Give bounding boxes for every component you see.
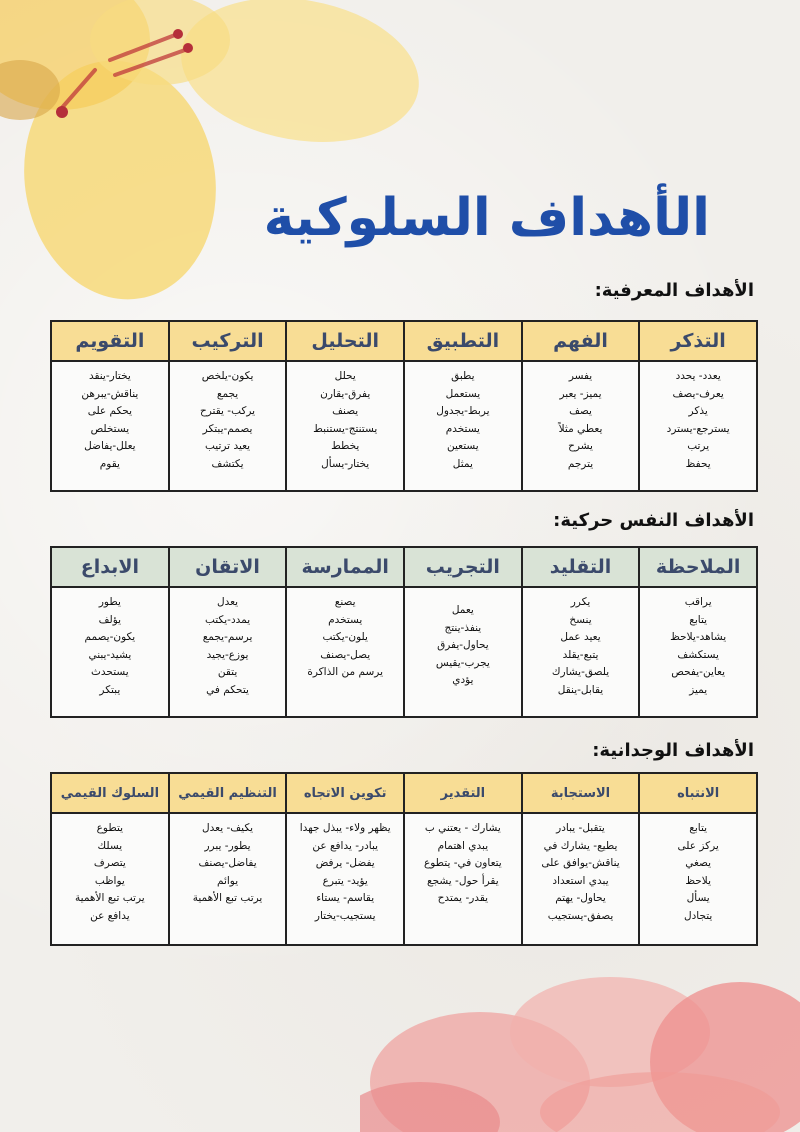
list-item: يتطوع bbox=[96, 822, 124, 834]
list-item: يرسم-يجمع bbox=[202, 631, 253, 643]
table-header: الابداع bbox=[51, 547, 169, 587]
table-header: التحليل bbox=[286, 321, 404, 361]
list-item: يعاين-يفحص bbox=[671, 666, 726, 678]
list-item: يكون-يصمم bbox=[84, 631, 136, 643]
list-item: يتقن bbox=[217, 666, 238, 678]
cognitive-goals-heading: الأهداف المعرفية: bbox=[594, 280, 754, 301]
psychomotor-goals-table bbox=[50, 546, 758, 718]
list-item: يستخدم bbox=[445, 422, 480, 435]
table-header: التجريب bbox=[404, 547, 522, 587]
list-item: يواظب bbox=[94, 874, 125, 887]
list-item: يصف bbox=[569, 405, 592, 417]
list-item: يعطي مثلاً bbox=[558, 422, 603, 435]
list-item: يستخدم bbox=[328, 613, 363, 626]
list-item: يرتب bbox=[687, 440, 710, 452]
list-item: يطبق bbox=[451, 370, 475, 382]
list-item: يصمم-يبتكر bbox=[202, 422, 253, 435]
table-cell bbox=[639, 361, 757, 491]
list-item: يصنع bbox=[334, 596, 356, 608]
list-item: يتجادل bbox=[683, 909, 713, 922]
table-header: الفهم bbox=[522, 321, 640, 361]
list-item: يمثل bbox=[452, 457, 473, 470]
table-header: الانتباه bbox=[639, 773, 757, 813]
list-item: يطور bbox=[98, 596, 121, 608]
table-cell bbox=[404, 587, 522, 717]
affective-goals-heading: الأهداف الوجدانية: bbox=[592, 740, 754, 761]
list-item: يصنف bbox=[332, 405, 359, 417]
list-item: يطور- يبرر bbox=[204, 839, 251, 852]
list-item: يذكر bbox=[688, 405, 708, 417]
list-item: يتعاون في- يتطوع bbox=[423, 857, 502, 869]
list-item: يراقب bbox=[684, 596, 712, 608]
table-header: التركيب bbox=[169, 321, 287, 361]
list-item: يعمل bbox=[451, 604, 474, 616]
psychomotor-goals-heading: الأهداف النفس حركية: bbox=[553, 510, 754, 531]
list-item: يفسر bbox=[568, 370, 593, 382]
table-header: السلوك القيمي bbox=[51, 773, 169, 813]
list-item: يحلل bbox=[334, 370, 356, 382]
table-header: التنظيم القيمي bbox=[169, 773, 287, 813]
table-cell bbox=[51, 361, 169, 491]
list-item: يشرح bbox=[568, 440, 593, 452]
table-header: التطبيق bbox=[404, 321, 522, 361]
cognitive-goals-table bbox=[50, 320, 758, 492]
list-item: يقرأ حول- يشجع bbox=[427, 874, 499, 887]
list-item: يميز bbox=[689, 683, 708, 696]
list-item: يقابل-ينقل bbox=[557, 683, 604, 696]
table-header: الملاحظة bbox=[639, 547, 757, 587]
list-item: يتقبل- يبادر bbox=[556, 822, 605, 834]
table-cell bbox=[169, 587, 287, 717]
list-item: يتبع-يقلد bbox=[562, 648, 599, 661]
list-item: يجمع bbox=[216, 387, 239, 400]
table-header: الاستجابة bbox=[522, 773, 640, 813]
list-item: يستخلص bbox=[90, 422, 130, 435]
list-item: يفاضل-يصنف bbox=[198, 857, 257, 869]
list-item: يوائم bbox=[216, 874, 239, 887]
list-item: يناقش-يوافق على bbox=[541, 857, 620, 869]
table-cell bbox=[51, 587, 169, 717]
list-item: يصفق-يستجيب bbox=[547, 909, 614, 922]
list-item: يكيف- يعدل bbox=[202, 822, 254, 834]
list-item: يفرق-يقارن bbox=[320, 387, 371, 400]
list-item: يتابع bbox=[689, 822, 708, 834]
list-item: يكون-يلخص bbox=[201, 370, 254, 382]
list-item: يتصرف bbox=[93, 857, 126, 869]
list-item: يحكم على bbox=[87, 405, 133, 417]
list-item: يدافع عن bbox=[90, 909, 130, 922]
pink-flower-illustration bbox=[360, 972, 800, 1132]
list-item: يميز- يعبر bbox=[559, 387, 602, 400]
table-cell bbox=[169, 813, 287, 945]
table-header: الممارسة bbox=[286, 547, 404, 587]
table-header: التقليد bbox=[522, 547, 640, 587]
list-item: يوزع-يجيد bbox=[206, 648, 249, 661]
table-cell bbox=[639, 587, 757, 717]
table-cell bbox=[522, 361, 640, 491]
table-header: التذكر bbox=[639, 321, 757, 361]
list-item: يفضل- يرفض bbox=[315, 857, 375, 869]
list-item: يبادر- يدافع عن bbox=[312, 839, 379, 852]
table-header: تكوين الاتجاه bbox=[286, 773, 404, 813]
list-item: يستنتج-يستنبط bbox=[313, 422, 378, 435]
list-item: يبدي استعداد bbox=[552, 874, 609, 887]
list-item: يربط-يجدول bbox=[436, 405, 490, 417]
list-item: يمدد-يكتب bbox=[204, 613, 251, 626]
list-item: يسأل bbox=[686, 892, 710, 904]
table-cell bbox=[639, 813, 757, 945]
list-item: يعدل bbox=[216, 596, 239, 608]
list-item: يرسم من الذاكرة bbox=[307, 666, 384, 678]
table-cell bbox=[522, 813, 640, 945]
table-cell bbox=[169, 361, 287, 491]
list-item: يقاسم- يستاء bbox=[316, 892, 375, 904]
list-item: يعرف-يصف bbox=[672, 387, 724, 400]
list-item: يستعمل bbox=[445, 387, 481, 400]
list-item: يكرر bbox=[570, 596, 591, 608]
list-item: يؤدي bbox=[452, 674, 474, 686]
list-item: ينسخ bbox=[569, 613, 592, 626]
list-item: يحاول- يهتم bbox=[555, 892, 606, 904]
list-item: يركز على bbox=[677, 839, 719, 852]
list-item: يخطط bbox=[331, 440, 360, 452]
table-cell bbox=[404, 813, 522, 945]
list-item: يناقش-يبرهن bbox=[81, 387, 139, 400]
list-item: ينفذ-ينتج bbox=[444, 621, 482, 634]
list-item: يسلك bbox=[97, 839, 123, 852]
list-item: يكتشف bbox=[211, 457, 244, 470]
list-item: يلصق-يشارك bbox=[551, 666, 610, 678]
table-cell bbox=[286, 361, 404, 491]
list-item: يؤيد- يتبرع bbox=[322, 874, 368, 887]
list-item: يبتكر bbox=[99, 683, 121, 696]
list-item: يترجم bbox=[567, 457, 594, 470]
list-item: يلاحظ bbox=[685, 874, 711, 887]
list-item: يشيد-يبني bbox=[88, 648, 132, 661]
list-item: يجرب-يقيس bbox=[435, 656, 490, 669]
list-item: يلون-يكتب bbox=[322, 631, 368, 643]
list-item: يعيد عمل bbox=[560, 631, 601, 643]
table-header: الاتقان bbox=[169, 547, 287, 587]
table-cell bbox=[522, 587, 640, 717]
table-cell bbox=[404, 361, 522, 491]
list-item: يسترجع-يسترد bbox=[666, 422, 730, 435]
list-item: يؤلف bbox=[98, 613, 122, 626]
affective-goals-table bbox=[50, 772, 758, 946]
list-item: يرتب تبع الأهمية bbox=[192, 892, 263, 904]
list-item: يختار-يسأل bbox=[321, 457, 370, 470]
list-item: يحفظ bbox=[685, 457, 711, 470]
table-cell bbox=[51, 813, 169, 945]
list-item: يتابع bbox=[689, 613, 708, 626]
list-item: يطيع- يشارك في bbox=[543, 839, 618, 852]
list-item: يصغي bbox=[685, 857, 712, 869]
list-item: يعيد ترتيب bbox=[204, 440, 251, 452]
list-item: يحاول-يفرق bbox=[437, 639, 489, 651]
list-item: يصل-يصنف bbox=[320, 648, 371, 661]
list-item: يعلل-يفاضل bbox=[84, 440, 136, 452]
list-item: يركب- يقترح bbox=[199, 405, 256, 417]
list-item: يقدر- يمتدح bbox=[437, 892, 489, 904]
list-item: يستجيب-يختار bbox=[314, 909, 376, 922]
list-item: يشارك - يعتني ب bbox=[424, 822, 501, 834]
list-item: يستحدث bbox=[91, 666, 129, 678]
list-item: يختار-ينقد bbox=[88, 370, 131, 382]
table-cell bbox=[286, 813, 404, 945]
list-item: يعدد- يحدد bbox=[675, 370, 721, 382]
yellow-flower-illustration bbox=[0, 0, 420, 300]
list-item: يبدي اهتمام bbox=[437, 839, 489, 852]
list-item: يستكشف bbox=[677, 648, 719, 661]
list-item: يظهر ولاء- يبذل جهدا bbox=[299, 822, 391, 834]
page-title: الأهداف السلوكية bbox=[263, 188, 710, 248]
list-item: يستعين bbox=[447, 440, 479, 452]
table-cell bbox=[286, 587, 404, 717]
table-header: التقويم bbox=[51, 321, 169, 361]
list-item: يشاهد-يلاحظ bbox=[670, 631, 727, 643]
list-item: يقوم bbox=[99, 457, 120, 470]
list-item: يرتب تبع الأهمية bbox=[75, 892, 145, 904]
list-item: يتحكم في bbox=[206, 683, 249, 696]
table-header: التقدير bbox=[404, 773, 522, 813]
